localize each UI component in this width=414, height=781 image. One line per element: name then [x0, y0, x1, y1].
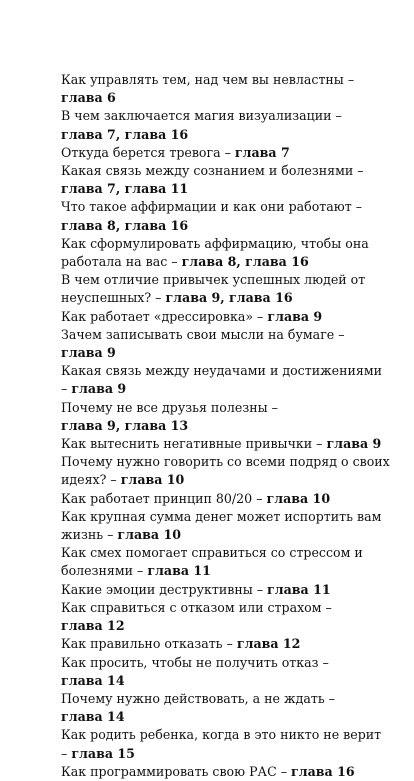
- entry-chapter-ref: глава 9: [71, 381, 127, 397]
- entry-question: Как просить, чтобы не получить отказ –: [61, 654, 329, 670]
- entry-chapter-ref: глава 7, глава 16: [61, 126, 189, 142]
- index-entry: [61, 162, 391, 198]
- index-entry: [61, 508, 391, 544]
- entry-chapter-ref: глава 10: [266, 490, 331, 506]
- index-entry: [61, 107, 391, 143]
- index-entry: [61, 635, 391, 653]
- topic-index-list: [61, 71, 391, 781]
- entry-chapter-ref: глава 10: [117, 527, 181, 543]
- entry-question: Зачем записывать свои мысли на бумаге –: [61, 326, 345, 342]
- entry-chapter-ref: глава 11: [267, 581, 331, 597]
- entry-question: Как управлять тем, над чем вы невластны –: [61, 72, 355, 87]
- entry-chapter-ref: глава 6: [61, 90, 116, 106]
- index-entry: [61, 581, 391, 599]
- entry-question: Какая связь между сознанием и болезнями –: [61, 163, 364, 179]
- entry-question: Как работает принцип 80/20 –: [61, 490, 267, 506]
- entry-chapter-ref: глава 10: [120, 472, 185, 488]
- entry-chapter-ref: глава 14: [61, 709, 125, 725]
- index-entry: [61, 435, 391, 453]
- entry-question: В чем заключается магия визуализации –: [61, 108, 342, 124]
- entry-chapter-ref: глава 11: [147, 563, 211, 579]
- entry-question: Как программировать свою РАС –: [61, 763, 292, 779]
- index-entry: [61, 271, 391, 307]
- entry-question: Как правильно отказать –: [61, 636, 237, 652]
- index-entry: [61, 654, 391, 690]
- index-entry: [61, 399, 391, 435]
- entry-question: Почему не все друзья полезны –: [61, 399, 278, 415]
- entry-question: Что такое аффирмации и как они работают –: [61, 199, 363, 215]
- entry-chapter-ref: глава 9, глава 13: [61, 417, 189, 433]
- entry-chapter-ref: глава 9: [267, 308, 323, 324]
- entry-question: Как сформулировать аффирмацию, чтобы она работала на вас –: [61, 235, 369, 270]
- entry-chapter-ref: глава 8, глава 16: [61, 217, 189, 233]
- entry-chapter-ref: глава 8, глава 16: [181, 254, 309, 270]
- index-entry: [61, 490, 391, 508]
- index-entry: [61, 198, 391, 234]
- index-entry: [61, 726, 391, 762]
- index-entry: [61, 453, 391, 489]
- index-entry: [61, 308, 391, 326]
- entry-chapter-ref: глава 9: [61, 345, 116, 361]
- entry-question: Как работает «дрессировка» –: [61, 308, 268, 324]
- index-entry: [61, 235, 391, 271]
- entry-question: Как вытеснить негативные привычки –: [61, 436, 327, 452]
- entry-chapter-ref: глава 7: [234, 144, 290, 160]
- entry-question: В чем отличие привычек успешных людей от неуспешных? –: [61, 272, 366, 306]
- entry-question: Как крупная сумма денег может испортить вам жизнь –: [61, 508, 382, 543]
- entry-question: Почему нужно действовать, а не ждать –: [61, 690, 335, 706]
- index-entry: [61, 362, 391, 398]
- entry-question: Откуда берется тревога –: [61, 144, 235, 160]
- index-entry: [61, 690, 391, 726]
- entry-chapter-ref: глава 9: [326, 436, 382, 452]
- entry-question: Как родить ребенка, когда в это никто не верит –: [61, 727, 382, 761]
- index-entry: [61, 599, 391, 635]
- index-entry: [61, 544, 391, 580]
- entry-chapter-ref: глава 15: [71, 745, 135, 761]
- entry-question: Какая связь между неудачами и достижениями –: [61, 363, 383, 397]
- entry-question: Почему нужно говорить со всеми подряд о своих идеях? –: [61, 454, 390, 488]
- entry-question: Как смех помогает справиться со стрессом и болезнями –: [61, 545, 363, 579]
- index-entry: [61, 144, 391, 162]
- entry-question: Какие эмоции деструктивны –: [61, 581, 268, 597]
- index-entry: [61, 763, 391, 781]
- entry-chapter-ref: глава 14: [61, 672, 125, 688]
- entry-question: Как справиться с отказом или страхом –: [61, 599, 332, 615]
- entry-chapter-ref: глава 16: [291, 763, 355, 779]
- entry-chapter-ref: глава 9, глава 16: [165, 290, 293, 306]
- entry-chapter-ref: глава 12: [61, 618, 125, 634]
- index-entry: [61, 326, 391, 362]
- entry-chapter-ref: глава 12: [236, 636, 301, 652]
- entry-chapter-ref: глава 7, глава 11: [61, 181, 189, 197]
- index-entry: [61, 71, 391, 107]
